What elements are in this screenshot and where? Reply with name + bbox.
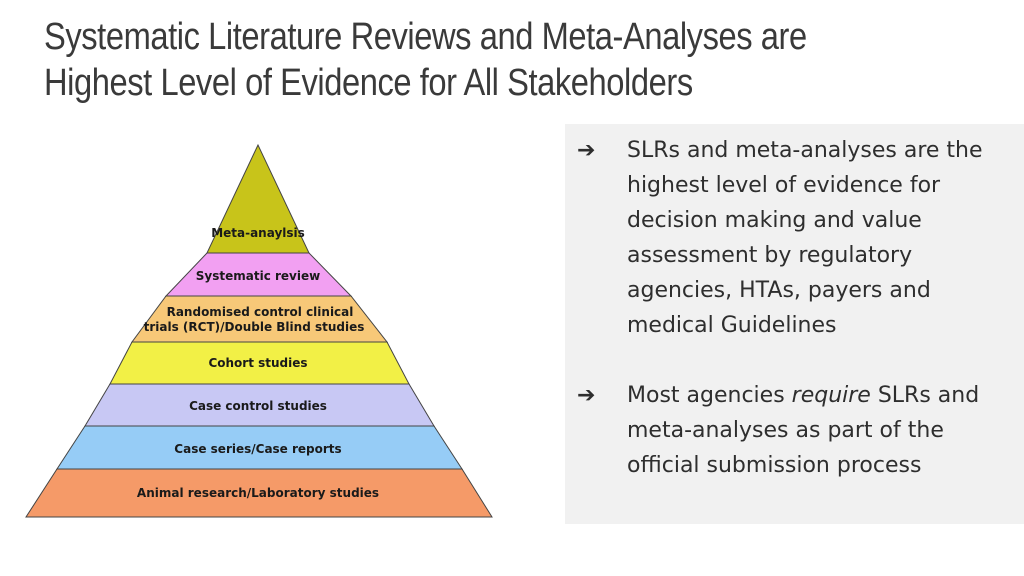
pyramid-label-rct-line-1: Randomised control clinical (166, 305, 354, 319)
slide-title-line-1: Systematic Literature Reviews and Meta-Analyses are (44, 16, 807, 58)
bullet-text-2-before: Most agencies (627, 383, 792, 408)
slide-title-line-2: Highest Level of Evidence for All Stakeholders (44, 62, 693, 104)
evidence-pyramid (0, 0, 520, 530)
pyramid-level-rct (132, 296, 387, 342)
arrow-bullet-icon: ➔ (577, 383, 596, 408)
bullet-text-1-main: SLRs and meta-analyses are the highest level of evidence for decision making and value assessment by regulatory agencies, HTAs, payers and medical Guidelines (627, 138, 983, 338)
bullet-point-2 (577, 378, 1017, 483)
bullet-point-1 (577, 133, 1017, 343)
bullet-text-2 (627, 378, 1017, 483)
pyramid-label-meta-analysis: Meta-anaylsis (211, 226, 305, 240)
bullet-text-1 (627, 133, 1017, 343)
arrow-bullet-icon: ➔ (577, 138, 596, 163)
bullet-text-2-after: SLRs and meta-analyses as part of the official submission process (627, 383, 980, 478)
bullet-text-2-emphasis: require (791, 383, 871, 408)
pyramid-label-systematic-review: Systematic review (195, 269, 321, 283)
pyramid-label-case-control: Case control studies (189, 399, 327, 413)
pyramid-label-animal-research: Animal research/Laboratory studies (136, 486, 380, 500)
pyramid-label-case-series: Case series/Case reports (174, 442, 342, 456)
pyramid-label-cohort: Cohort studies (208, 356, 308, 370)
pyramid-label-rct-line-2: trials (RCT)/Double Blind studies (143, 320, 365, 334)
key-points-panel (565, 124, 1024, 524)
